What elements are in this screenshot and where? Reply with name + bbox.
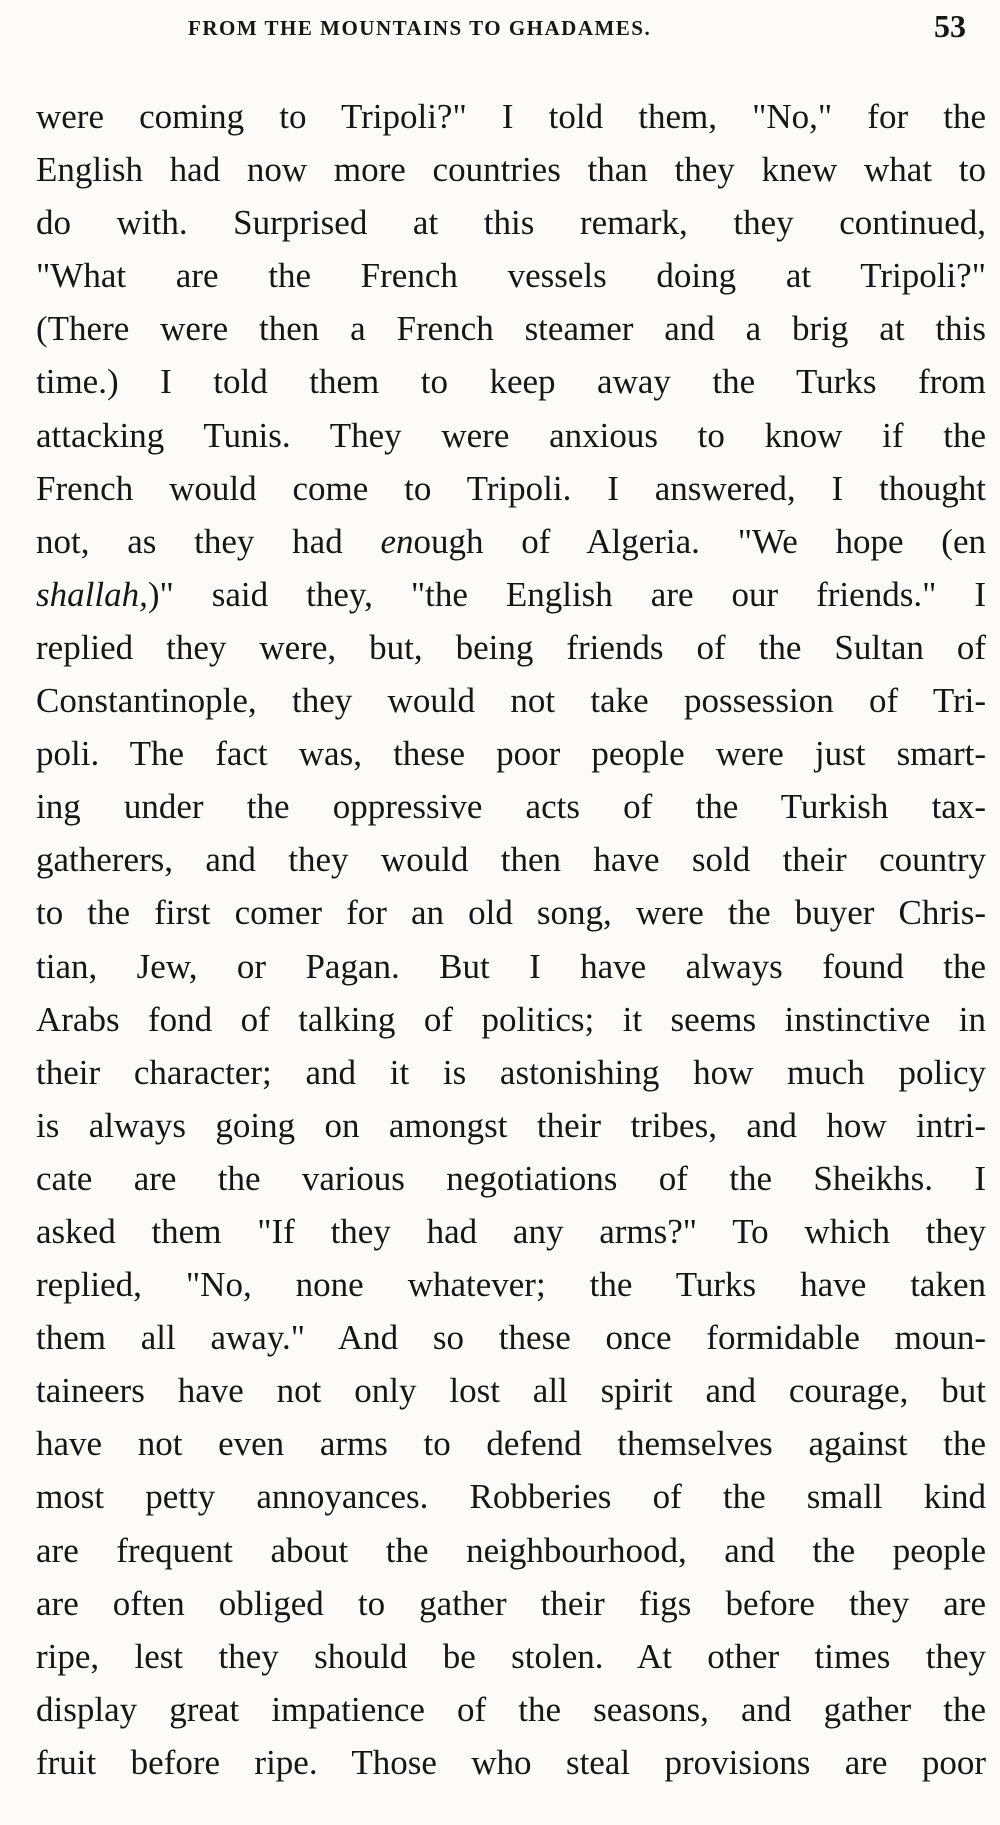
text-line: them all away." And so these once formidable moun- [36,1318,986,1358]
text-line: "What are the French vessels doing at Tripoli?" [36,256,986,296]
text-line: fruit before ripe. Those who steal provisions are poor [36,1742,986,1782]
text-line: French would come to Tripoli. I answered, I thought [36,468,986,508]
text-line: poli. The fact was, these poor people were just smart- [36,734,986,774]
text-line: their character; and it is astonishing how much policy [36,1052,986,1092]
text-line: Constantinople, they would not take possession of Tri- [36,681,986,721]
text-line: (There were then a French steamer and a brig at this [36,309,986,349]
text-line: asked them "If they had any arms?" To which they [36,1211,986,1251]
text-line: do with. Surprised at this remark, they continued, [36,203,986,243]
text-line: English had now more countries than they knew what to [36,150,986,190]
text-line: taineers have not only lost all spirit and courage, but [36,1371,986,1411]
text-line: most petty annoyances. Robberies of the small kind [36,1477,986,1517]
text-line: were coming to Tripoli?" I told them, "No," for the [36,97,986,136]
text-line: replied, "No, none whatever; the Turks have taken [36,1265,986,1305]
text-line: display great impatience of the seasons, and gather the [36,1689,986,1729]
text-line: cate are the various negotiations of the Sheikhs. I [36,1158,986,1198]
text-line: ripe, lest they should be stolen. At other times they [36,1636,986,1676]
text-line: is always going on amongst their tribes, and how intri- [36,1105,986,1145]
text-line: are frequent about the neighbourhood, and the people [36,1530,986,1570]
running-title: FROM THE MOUNTAINS TO GHADAMES. [188,16,652,40]
text-line: not, as they had enough of Algeria. "We hope (en [36,521,986,561]
text-line: tian, Jew, or Pagan. But I have always found the [36,946,986,986]
text-line: Arabs fond of talking of politics; it seems instinctive in [36,999,986,1039]
text-line: to the first comer for an old song, were the buyer Chris- [36,893,986,933]
text-line: are often obliged to gather their figs before they are [36,1583,986,1623]
text-line: have not even arms to defend themselves against the [36,1424,986,1464]
text-line: attacking Tunis. They were anxious to know if the [36,415,986,455]
page-number: 53 [934,8,966,44]
text-line: replied they were, but, being friends of the Sultan of [36,627,986,667]
text-line: ing under the oppressive acts of the Turkish tax- [36,787,986,827]
text-line: time.) I told them to keep away the Turks from [36,362,986,402]
text-line: gatherers, and they would then have sold their country [36,840,986,880]
text-line: shallah,)" said they, "the English are our friends." I [36,574,986,614]
body-text [36,90,986,1789]
